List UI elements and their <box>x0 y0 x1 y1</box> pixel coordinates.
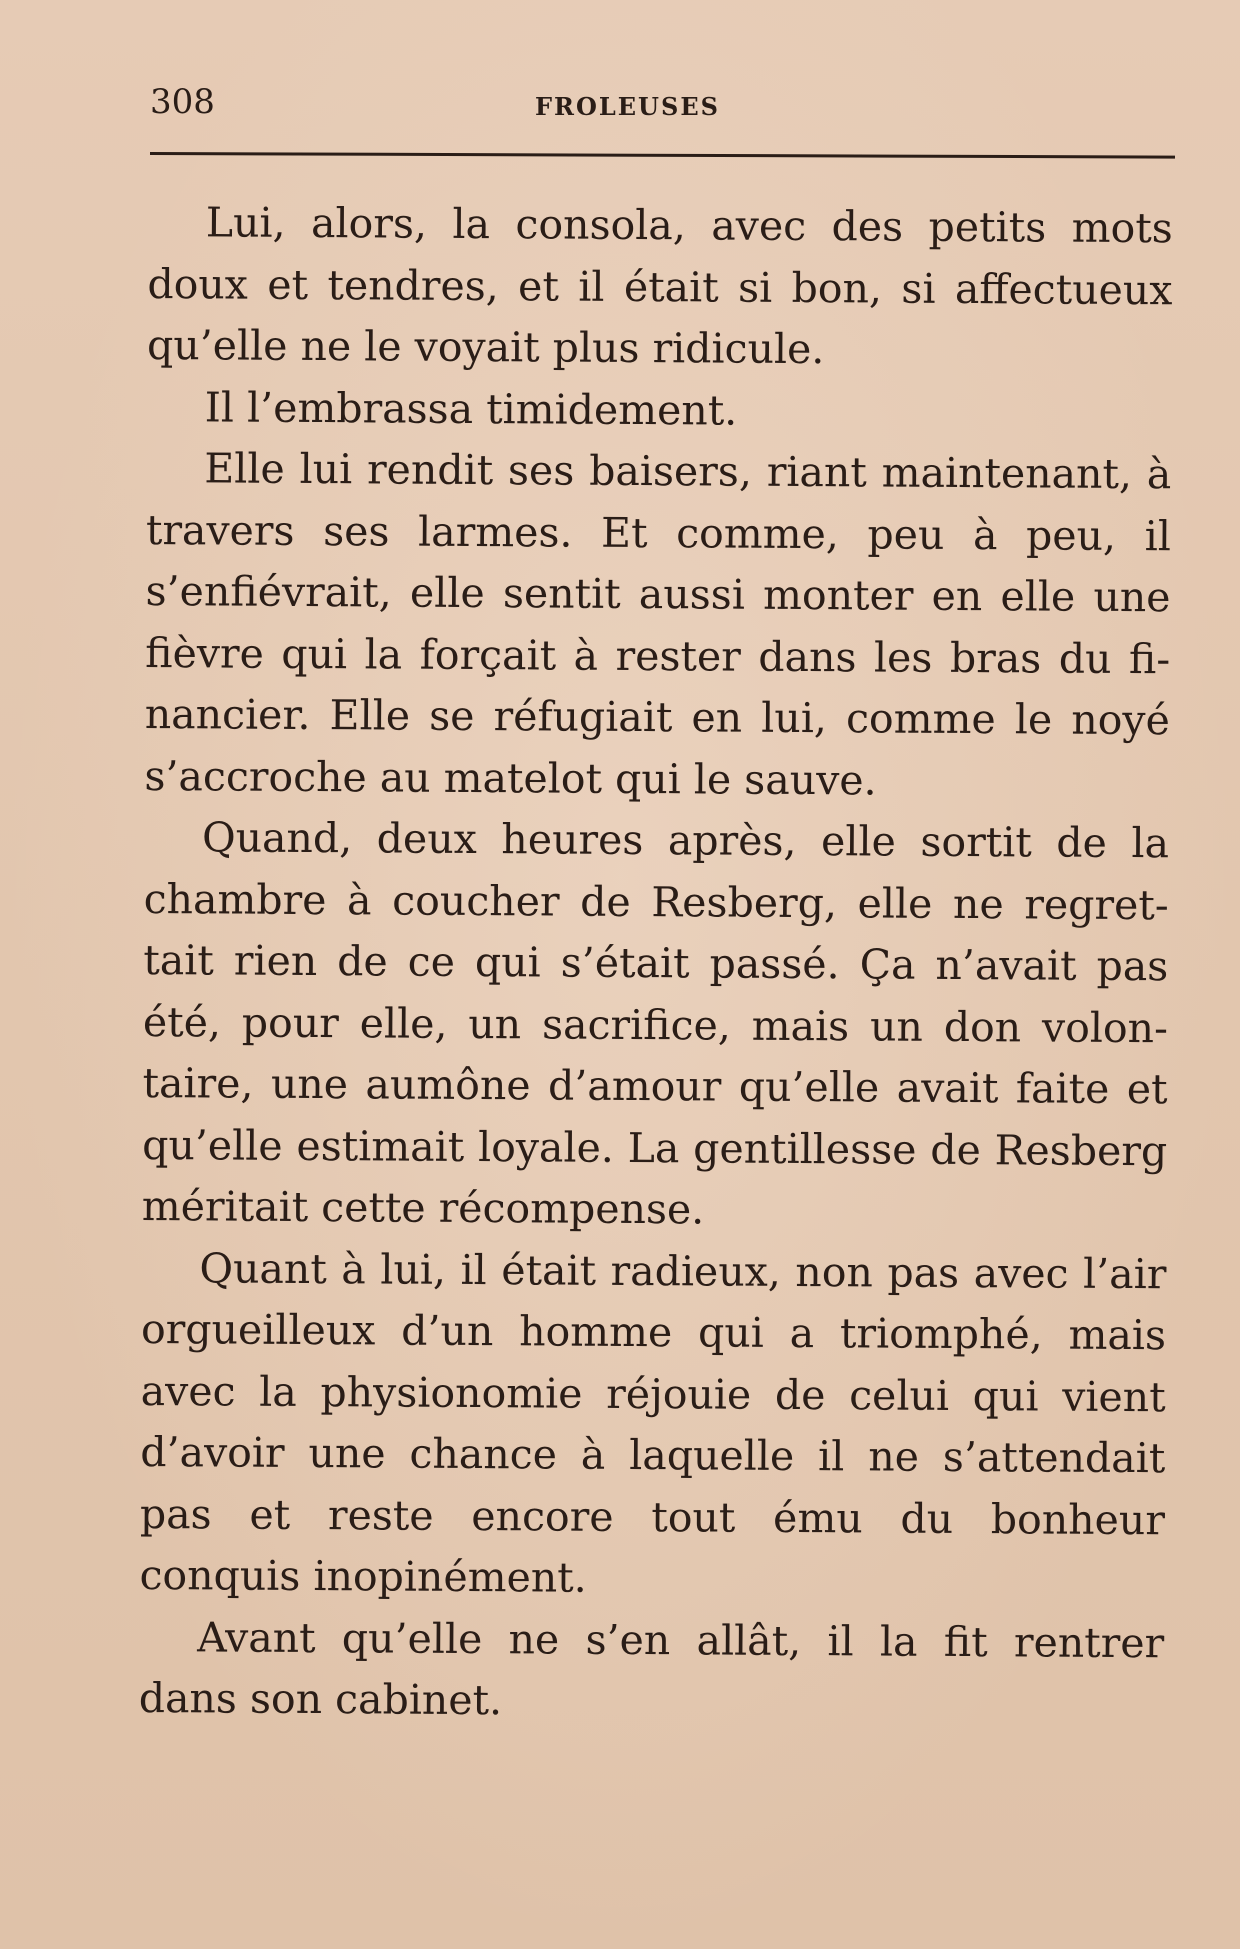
paragraph: Quand, deux heures après, elle sortit de la chambre à coucher de Resberg, elle ne regrettait rien de ce qui s’était passé. Ça n’avait pas été, pour elle, un sacrifice, mais un don volontaire, une aumône d’amour qu’elle avait faite et qu’elle estimait loyale. La gentillesse de Resberg méritait cette récompense. <box>141 813 1170 1234</box>
page-header <box>150 82 1170 122</box>
running-title: FROLEUSES <box>535 92 720 121</box>
page-number: 308 <box>150 82 215 122</box>
paragraph: Elle lui rendit ses baisers, riant maintenant, à travers ses larmes. Et comme, peu à peu, il s’enfiévrait, elle sentit aussi monter en elle une fièvre qui la forçait à rester dans les bras du financier. Elle se réfugiait en lui, comme le noyé s’accroche au matelot qui le sauve. <box>144 444 1172 804</box>
paragraph: Avant qu’elle ne s’en allât, il la fit rentrer dans son cabinet. <box>138 1612 1165 1725</box>
body-text <box>139 192 1173 1736</box>
paragraph: Quant à lui, il était radieux, non pas avec l’air orgueilleux d’un homme qui a triomphé, mais avec la physionomie réjouie de celui qui vient d’avoir une chance à laquelle il ne s’attendait pas et reste encore tout ému du bonheur conquis inopinément. <box>139 1243 1167 1602</box>
paragraph: Il l’embrassa timidement. <box>204 382 738 435</box>
paragraph: Lui, alors, la consola, avec des petits mots doux et tendres, et il était si bon, si affectueux qu’elle ne le voyait plus ridicule. <box>146 198 1173 374</box>
header-rule <box>150 152 1175 159</box>
